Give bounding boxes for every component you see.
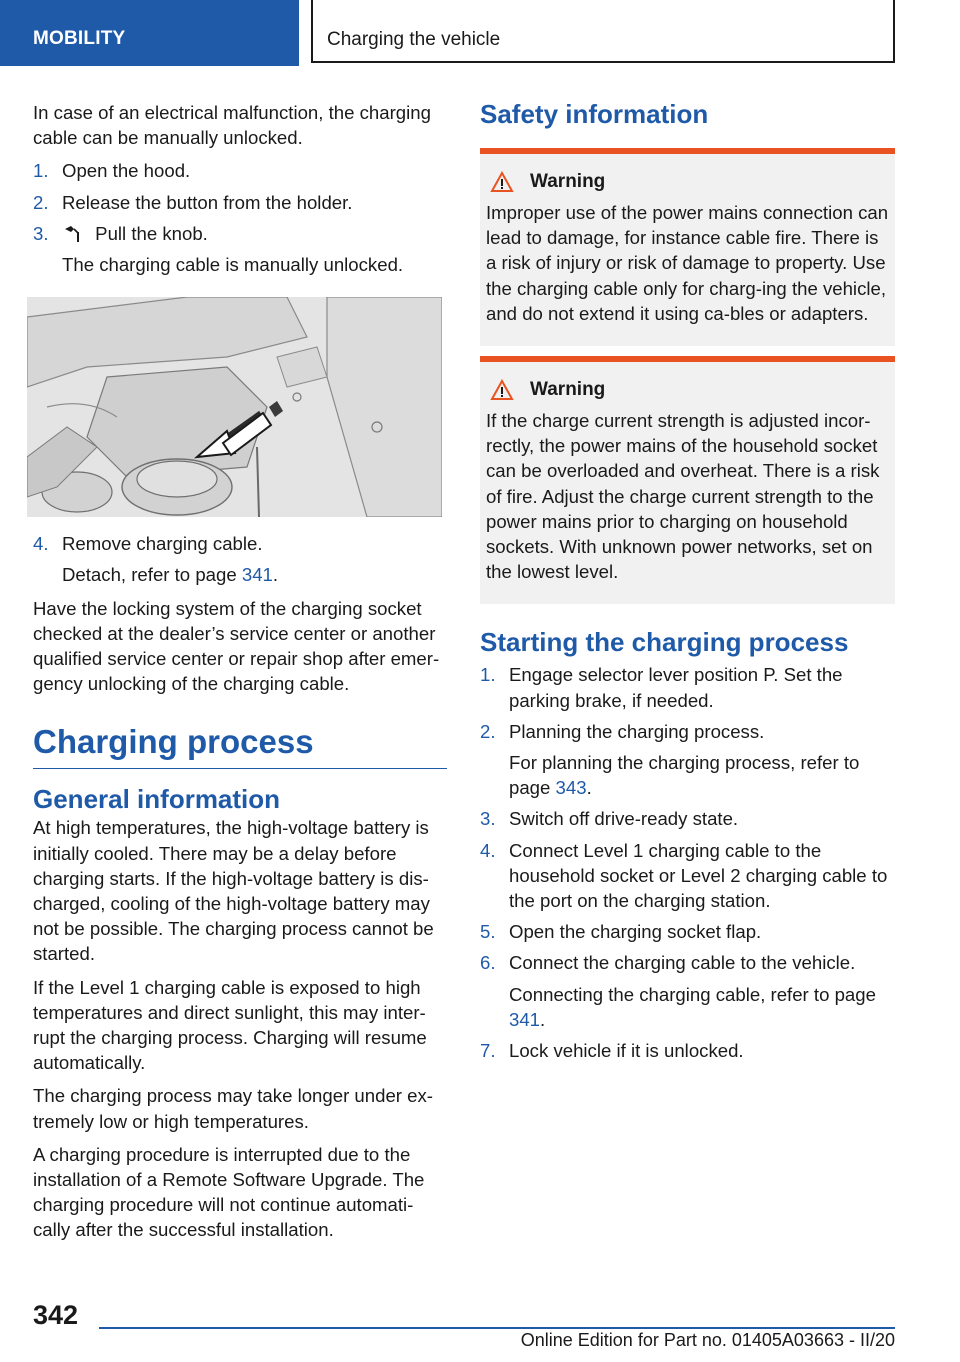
list-item (33, 190, 447, 215)
page-number: 342 (33, 1300, 79, 1330)
step-note-text: Connecting the charging cable, refer to page (509, 983, 876, 1005)
warning-box (480, 148, 895, 346)
step-number: 3. (480, 808, 496, 830)
subsection-heading: General information (33, 784, 281, 815)
step-note: The charging cable is manually unlocked. (62, 254, 404, 276)
step-text: Connect Level 1 charging cable to the household socket or Level 2 charging cable to the port on the charging station. (509, 839, 888, 912)
step-number: 1. (33, 160, 49, 182)
step-text: Planning the charging process. (509, 720, 765, 742)
unlock-steps (33, 158, 447, 277)
step-note (509, 750, 895, 800)
warning-text: Improper use of the power mains connection can lead to damage, for instance cable fire. There is a risk of injury or risk of damage to property. Use the charging cable only for charg-ing the vehicle, and do not extend it using ca-bles or adapters. (486, 202, 889, 324)
charging-steps (480, 662, 895, 1063)
step-text: Connect the charging cable to the vehicle. (509, 952, 856, 974)
step-text: Open the charging socket flap. (509, 921, 762, 943)
step-text: Lock vehicle if it is unlocked. (509, 1040, 744, 1062)
list-item (33, 158, 447, 183)
warning-text: If the charge current strength is adjusted incor-rectly, the power mains of the household socket can be overloaded and overheat. There is a risk of fire. Adjust the charge current strength to the power mains prior to charging on household sockets. With unknown power networks, set on the lowest level. (486, 410, 880, 583)
edition-note: Online Edition for Part no. 01405A03663 - II/20 (520, 1330, 895, 1350)
warning-triangle-icon (490, 379, 514, 401)
step-number: 5. (480, 921, 496, 943)
step-note-text: Detach, refer to page (62, 564, 242, 586)
section-title: MOBILITY (33, 28, 126, 49)
page-link[interactable]: 341 (509, 1008, 541, 1030)
list-item (33, 531, 447, 587)
step-number: 6. (480, 952, 496, 974)
body-paragraph: The charging process may take longer under ex-tremely low or high temperatures. (33, 1085, 433, 1132)
body-paragraph: A charging procedure is interrupted due to the installation of a Remote Software Upgrade. The charging procedure will not continue automati-cally after the successful installation. (33, 1143, 425, 1241)
section-tab (0, 0, 299, 66)
step-note-end: . (272, 564, 279, 586)
step-text: Remove charging cable. (62, 533, 263, 555)
warning-box (480, 356, 895, 604)
list-item (480, 838, 895, 914)
step-number: 2. (33, 191, 49, 213)
warning-title: Warning (530, 379, 606, 401)
engine-bay-illustration (27, 297, 442, 517)
step-number: 7. (480, 1040, 496, 1062)
step-text: Open the hood. (62, 160, 191, 182)
list-item (480, 662, 895, 712)
step-text: Release the button from the holder. (62, 191, 353, 213)
warning-header (486, 378, 889, 402)
list-item (480, 919, 895, 944)
page-link[interactable]: 343 (555, 777, 587, 799)
step-number: 1. (480, 664, 496, 686)
warning-triangle-icon (490, 171, 514, 193)
section-heading: Charging process (33, 722, 447, 769)
step-note-text: For planning the charging process, refer to page (509, 752, 860, 799)
step-text: Pull the knob. (95, 222, 208, 244)
step-note (62, 562, 447, 587)
warning-title: Warning (530, 171, 606, 192)
warning-header (486, 170, 889, 194)
body-paragraph: If the Level 1 charging cable is exposed to high temperatures and direct sunlight, this may inter-rupt the charging process. Charging will resume automatically. (33, 976, 427, 1074)
subsection-heading: Starting the charging process (480, 627, 849, 658)
step-number: 4. (33, 533, 49, 555)
list-item (33, 221, 447, 277)
step-note (509, 982, 895, 1032)
list-item (480, 806, 895, 831)
subsection-heading: Safety information (480, 99, 709, 129)
step-number: 4. (480, 839, 496, 861)
chapter-header (311, 0, 895, 63)
page-link[interactable]: 341 (241, 564, 273, 586)
remove-steps (33, 531, 447, 587)
locking-paragraph: Have the locking system of the charging socket checked at the dealer’s service center or another qualified service center or repair shop after emer-gency unlocking of the charging cable. (33, 597, 440, 695)
chapter-title: Charging the vehicle (327, 29, 501, 50)
emergency-release-drawing (27, 297, 442, 517)
step-number: 3. (33, 222, 49, 244)
right-column (480, 98, 895, 1071)
intro-paragraph: In case of an electrical malfunction, the charging cable can be manually unlocked. (33, 102, 431, 149)
pull-knob-icon (62, 223, 84, 243)
step-note-end: . (586, 777, 592, 799)
list-item (480, 719, 895, 801)
step-number: 2. (480, 720, 496, 742)
list-item (480, 1038, 895, 1063)
list-item (480, 950, 895, 1032)
left-column (33, 100, 447, 1251)
step-text: Engage selector lever position P. Set the parking brake, if needed. (509, 664, 843, 711)
step-note-end: . (540, 1008, 546, 1030)
body-paragraph: At high temperatures, the high-voltage battery is initially cooled. There may be a delay before charging starts. If the high-voltage battery is dis-charged, cooling of the high-voltage battery may not be possible. The charging process cannot be started. (33, 817, 434, 965)
step-text: Switch off drive-ready state. (509, 808, 739, 830)
footer-divider (99, 1327, 895, 1329)
